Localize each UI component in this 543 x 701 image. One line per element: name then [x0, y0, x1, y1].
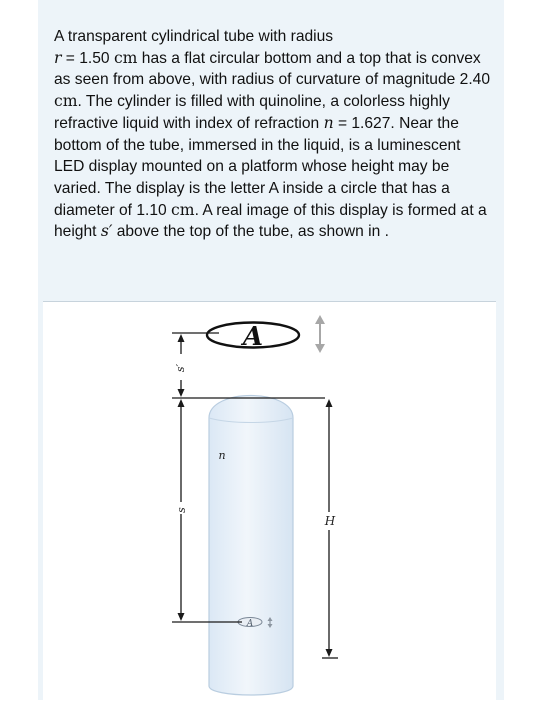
problem-text-6: . A real image of this display is formed at a height — [54, 201, 487, 241]
label-s-prime: s′ — [174, 363, 187, 373]
problem-text-4: . The cylinder is filled with quinoline, a colorless highly refractive liquid with index of refraction — [54, 93, 450, 132]
cylinder-tube — [209, 396, 293, 696]
display-letter-a: A — [246, 619, 254, 629]
unit-cm-2: cm — [54, 92, 78, 111]
double-arrow-icon — [315, 315, 325, 353]
label-s: s — [175, 507, 188, 513]
problem-statement — [54, 26, 494, 243]
problem-text-7: above the top of the tube, as shown in . — [112, 223, 389, 241]
unit-cm-3: cm — [171, 200, 195, 219]
label-h: H — [324, 514, 336, 528]
problem-text-1: A transparent cylindrical tube with radius — [54, 28, 334, 45]
tube-diagram — [43, 302, 496, 701]
image-height-variable: s′ — [100, 222, 113, 241]
index-variable: n — [323, 113, 334, 132]
unit-cm-1: cm — [113, 48, 138, 67]
problem-text-3: has a flat circular bottom and a top that is convex as seen from above, with radius of curvature of magnitude 2.40 — [54, 49, 491, 89]
figure-box — [43, 301, 496, 701]
radius-variable: r — [54, 48, 62, 67]
label-n: n — [218, 449, 226, 462]
problem-text-2: = 1.50 — [61, 49, 114, 67]
image-letter-a: A — [242, 322, 264, 352]
problem-text-5: = 1.627. Near the bottom of the tube, immersed in the liquid, is a luminescent LED display mounted on a platform whose height may be varied. The display is the letter A inside a circle that has a diameter of 1.10 — [54, 114, 461, 219]
right-dimension — [322, 399, 338, 658]
